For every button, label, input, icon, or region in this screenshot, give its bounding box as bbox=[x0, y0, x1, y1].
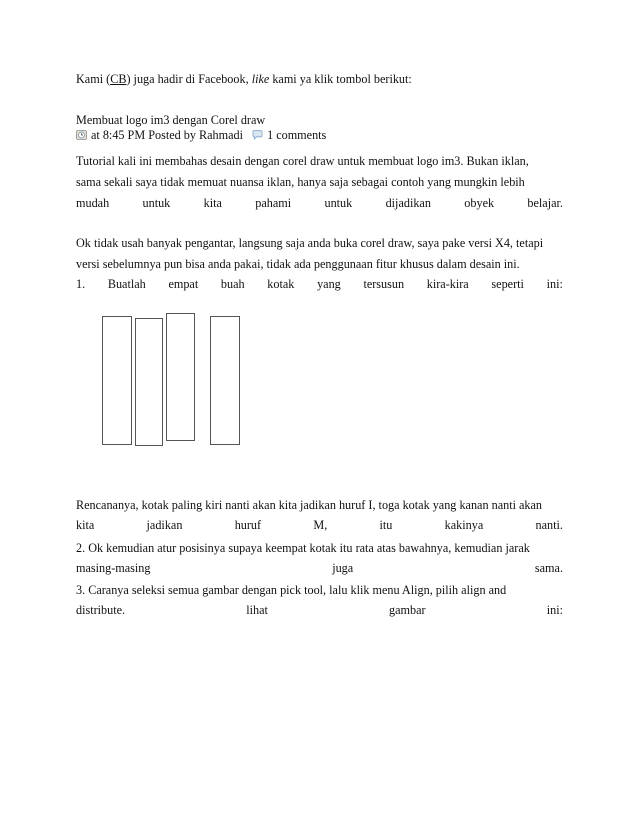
post-title: Membuat logo im3 dengan Corel draw bbox=[76, 113, 266, 127]
paragraph1-line1: Tutorial kali ini membahas desain dengan corel draw untuk membuat logo im3. Bukan iklan, bbox=[76, 154, 529, 168]
paragraph1-line2: sama sekali saya tidak memuat nuansa iklan, hanya saja sebagai contoh yang mungkin lebih bbox=[76, 175, 525, 189]
post-meta: at 8:45 PM Posted by Rahmadi 1 comments bbox=[76, 128, 563, 143]
paragraph3-line3: 2. Ok kemudian atur posisinya supaya keempat kotak itu rata atas bawahnya, kemudian jarak bbox=[76, 541, 530, 555]
paragraph3-line4: masing-masing juga sama. bbox=[76, 561, 563, 575]
paragraph3-line6: distribute. lihat gambar ini: bbox=[76, 603, 563, 617]
paragraph2-line1: Ok tidak usah banyak pengantar, langsung saja anda buka corel draw, saya pake versi X4, tetapi bbox=[76, 236, 544, 250]
cb-link[interactable]: CB bbox=[110, 72, 127, 86]
box-1 bbox=[102, 316, 132, 445]
box-4 bbox=[210, 316, 240, 445]
comment-icon bbox=[252, 129, 263, 139]
clock-icon bbox=[76, 129, 87, 139]
four-boxes-figure bbox=[100, 310, 250, 450]
paragraph2-line3: 1. Buatlah empat buah kotak yang tersusun kira-kira seperti ini: bbox=[76, 277, 563, 291]
paragraph1-line3: mudah untuk kita pahami untuk dijadikan obyek belajar. bbox=[76, 196, 563, 210]
paragraph3-line1: Rencananya, kotak paling kiri nanti akan kita jadikan huruf I, toga kotak yang kanan nanti akan bbox=[76, 498, 543, 512]
facebook-intro: Kami (CB) juga hadir di Facebook, like kami ya klik tombol berikut: bbox=[76, 72, 412, 86]
paragraph3-line2: kita jadikan huruf M, itu kakinya nanti. bbox=[76, 518, 563, 532]
paragraph3-line5: 3. Caranya seleksi semua gambar dengan pick tool, lalu klik menu Align, pilih align and bbox=[76, 583, 507, 597]
box-2 bbox=[135, 318, 163, 446]
box-3 bbox=[166, 313, 195, 441]
paragraph2-line2: versi sebelumnya pun bisa anda pakai, tidak ada penggunaan fitur khusus dalam desain ini. bbox=[76, 257, 520, 271]
